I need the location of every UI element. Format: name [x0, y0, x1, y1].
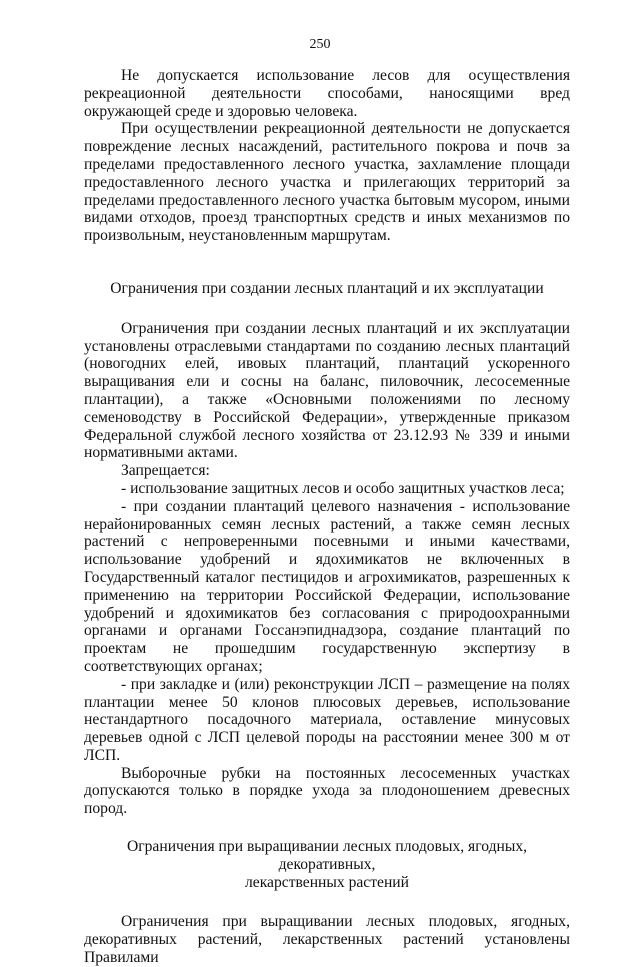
prohibited-label: Запрещается: — [121, 462, 210, 480]
spacer — [84, 818, 570, 838]
spacer — [84, 298, 570, 320]
spacer — [84, 891, 570, 913]
cultivation-paragraph-1: Ограничения при выращивании лесных плодовых, ягодных, декоративных растений, лекарственных растений установлены Правилами — [84, 913, 570, 967]
document-body — [84, 67, 570, 967]
spacer — [84, 245, 570, 280]
page-number: 250 — [309, 37, 331, 52]
plantations-paragraph-1: Ограничения при создании лесных плантаций и их эксплуатации установлены отраслевыми стандартами по созданию лесных плантаций (новогодних елей, ивовых плантаций, плантаций ускоренного выращивания ели и сосны на баланс, пиловочник, лесосеменные плантации), а также «Основными положениями по лесному семеноводству в Российской Федерации», утвержденные приказом Федеральной службой лесного хозяйства от 23.12.93 № 339 и иными нормативными актами. — [84, 319, 570, 462]
recreation-paragraph-2: При осуществлении рекреационной деятельности не допускается повреждение лесных насаждений, растительного покрова и почв за пределами предоставленного лесного участка, захламление площади предоставленного лесного участка и прилегающих территорий за пределами предоставленного лесного участка бытовым мусором, иными видами отходов, проезд транспортных средств и иных механизмов по произвольным, неустановленным маршрутам. — [84, 120, 570, 245]
plantations-heading: Ограничения при создании лесных плантаций и их эксплуатации — [110, 279, 544, 297]
selective-logging-paragraph: Выборочные рубки на постоянных лесосеменных участках допускаются только в порядке ухода за плодоношением древесных пород. — [84, 764, 570, 818]
prohibited-item-1: - использование защитных лесов и особо защитных участков леса; — [121, 479, 565, 497]
cultivation-heading-line-1: Ограничения при выращивании лесных плодовых, ягодных, декоративных, — [126, 838, 528, 873]
cultivation-heading-line-2: лекарственных растений — [245, 873, 409, 891]
recreation-paragraph-1: Не допускается использование лесов для осуществления рекреационной деятельности способами, наносящими вред окружающей среде и здоровью человека. — [84, 67, 570, 120]
prohibited-item-3: - при закладке и (или) реконструкции ЛСП – размещение на полях плантации менее 50 клонов плюсовых деревьев, использование нестандартного посадочного материала, оставление минусовых деревьев одной с ЛСП целевой породы на расстоянии менее 300 м от ЛСП. — [84, 675, 570, 764]
prohibited-item-2: - при создании плантаций целевого назначения - использование нерайонированных семян лесных растений, а также семян лесных растений с непроверенными посевными и иными качествами, использование удобрений и ядохимикатов не включенных в Государственный каталог пестицидов и агрохимикатов, разрешенных к применению на территории Российской Федерации, использование удобрений и ядохимикатов без согласования с природоохранными органами и органами Госсанэпиднадзора, создание плантаций по проектам не прошедшим государственную экспертизу в соответствующих органах; — [84, 497, 570, 675]
